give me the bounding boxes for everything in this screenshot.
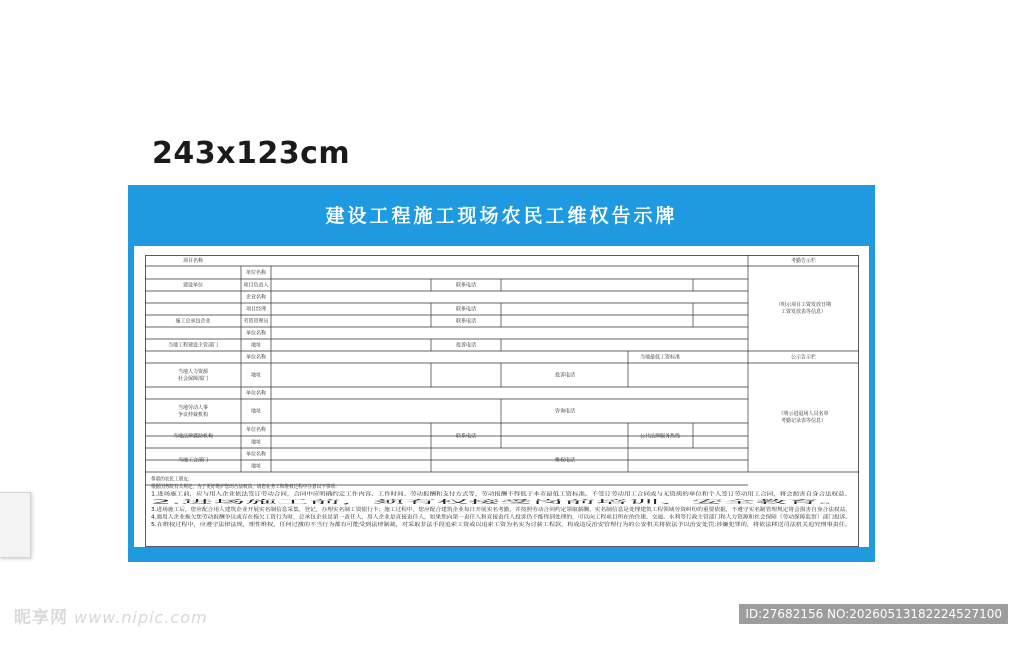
watermark-url: www.nipic.com <box>74 608 208 627</box>
sub-unit-name: 单位名称 <box>245 390 267 397</box>
sub-address: 地址 <box>250 342 262 349</box>
field-contact-phone: 联系电话 <box>455 433 477 440</box>
row-label-contractor: 施工总承包企业 <box>175 318 211 325</box>
notice-note-line: 5.在维权过程中，应遵守法律法规，理性维权，任何过激的不当行为都有可能受到法律制裁，对采取非法手段追索工资或以追索工资为名实为讨薪工程款，构成违反治安管理行为的公安机关将依法予以治安处罚;涉嫌犯罪的，将依法移送司法机关追究刑事责任。 <box>151 522 723 529</box>
sub-unit-name: 单位名称 <box>245 354 267 361</box>
attendance-note: （明示项目工资发放日期 <box>775 302 832 308</box>
size-label: 243x123cm <box>152 136 351 171</box>
field-complaint-phone: 投诉电话 <box>455 342 477 349</box>
attendance-title: 考勤告示栏 <box>790 258 817 264</box>
side-panel-tab[interactable] <box>0 492 31 558</box>
notice-note-line: 根据国务院有关规定，为了更好维护您的合法权益，请您在务工和维权过程中注意以下事项： <box>151 484 357 491</box>
board-title: 建设工程施工现场农民工维权告示牌 <box>325 205 678 227</box>
sub-address: 地址 <box>250 408 262 415</box>
sub-unit-name: 单位名称 <box>245 330 267 337</box>
sub-labor-manager: 劳资管理员 <box>243 318 269 325</box>
notice-note-line: 尊重的农民工朋友： <box>151 476 197 483</box>
sub-address: 地址 <box>250 463 262 470</box>
sub-unit-name: 单位名称 <box>245 270 267 276</box>
field-contact-phone: 联系电话 <box>455 306 477 313</box>
notice-title: 公示告示栏 <box>790 354 817 361</box>
field-rights-phone: 维权电话 <box>554 457 576 464</box>
notice-note: 考勤记录表等信息） <box>780 418 827 424</box>
field-min-wage: 当地最低工资标准 <box>639 354 681 361</box>
row-label-arbitration: 当地劳动人事 <box>177 405 209 411</box>
field-contact-phone: 联系电话 <box>455 318 477 325</box>
sub-address: 地址 <box>250 439 262 446</box>
notice-note-line: 3.进场施工后，您应配合用人建筑企业开展实名制信息采集、登记，办理实名制工资银行卡；施工过程中，您应配合建筑企业每日开展实名考勤，并按照劳动合同约定领取薪酬，实名制信息是处理建筑工程领域劳资纠纷的重要依据，不遵守实名制管理规定将会损害自身合法权益。 <box>151 506 766 513</box>
notice-note: （明示进退场人员名单 <box>778 411 829 417</box>
notice-table <box>145 255 859 547</box>
notice-note-line: 2.进场施工前，须有权接受岗前培训、安全教育。 <box>151 499 261 506</box>
field-legal-hotline: 公共法律服务热线 <box>639 433 681 440</box>
notice-board <box>128 185 875 562</box>
board-bottom-bar <box>128 547 875 562</box>
row-label-supervisor: 当地工程建设主管部门 <box>167 342 219 349</box>
field-consult-phone: 咨询电话 <box>554 408 576 415</box>
row-label-project-name: 项目名称 <box>182 258 204 264</box>
sub-company-name: 企业名称 <box>245 294 267 301</box>
watermark-id: ID:27682156 NO:20260513182224527100 <box>739 604 1008 624</box>
sub-unit-name: 单位名称 <box>245 427 267 433</box>
row-label-legal-aid: 当地法律援助机构 <box>172 433 214 440</box>
attendance-note: 工资发放表等信息） <box>780 309 827 315</box>
row-label-hr-dept: 当地人力资源 <box>177 369 209 375</box>
sub-project-manager: 项目经理 <box>245 306 267 313</box>
row-label-arbitration: 争议仲裁机构 <box>177 412 209 418</box>
notice-note-line: 4.遇用人企业拖欠您劳动报酬争议或存在拖欠工资行为时，总承包企业是第一责任人，用人企业是直接责任人，如果您向第一责任人和直接责任人投诉仍不能得到处理的，可以向工程项目所在的住建、交通、水利等行政主管部门和人力资源和社会保障（劳动保障监察）部门投诉。 <box>151 514 766 521</box>
watermark-brand: 昵享网 <box>14 608 68 628</box>
row-label-hr-dept: 社会保障部门 <box>177 376 209 382</box>
row-label-union: 当地工会部门 <box>177 457 209 464</box>
field-contact-phone: 联系电话 <box>455 282 477 289</box>
watermark-logo <box>14 603 208 628</box>
field-report-phone: 投诉电话 <box>554 372 576 379</box>
sub-pm: 项目负责人 <box>243 282 269 289</box>
notice-note-line: 1.进场施工前，应与用人企业依法签订劳动合同，合同中应明确约定工作内容、工作时间、劳动报酬和支付方式等，劳动报酬不得低于本市最低工资标准。不签订劳动用工合同或与无资质的单位和个人签订劳动用工合同，将会损害自身合法权益。 <box>151 491 691 498</box>
sub-address: 地址 <box>250 372 262 379</box>
sub-unit-name: 单位名称 <box>245 451 267 458</box>
row-label-build-unit: 建设单位 <box>182 282 204 289</box>
